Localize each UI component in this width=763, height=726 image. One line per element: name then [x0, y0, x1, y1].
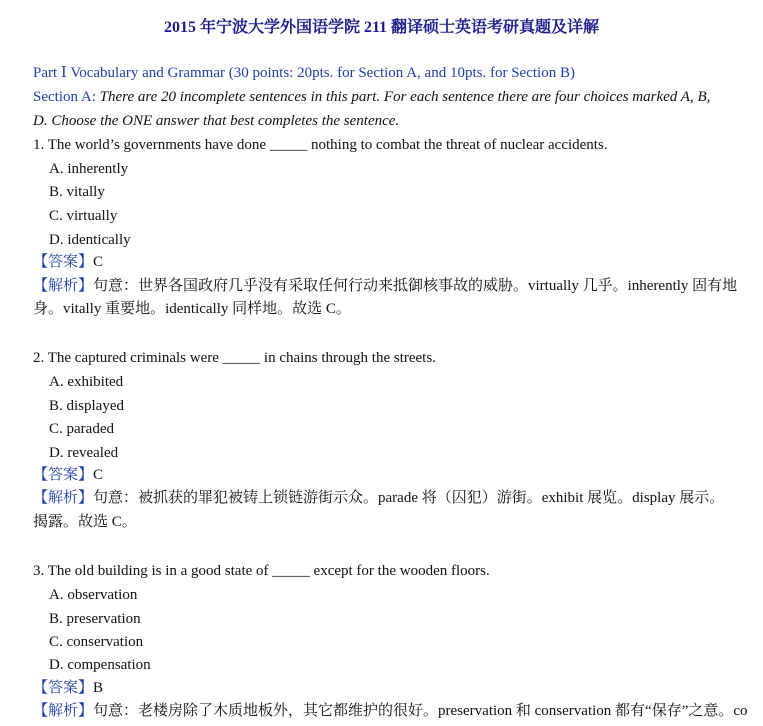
analysis-label: 【解析】 [33, 278, 94, 294]
question-3-option-a: A. observation [49, 587, 138, 603]
section-a-text-line1: There are 20 incomplete sentences in this part. For each sentence there are four choices marked A, B, [99, 89, 711, 105]
question-1-option-b: B. vitally [49, 184, 105, 200]
question-1-option-c: C. virtually [49, 208, 118, 224]
question-3-option-d: D. compensation [49, 657, 151, 673]
question-2-stem: 2. The captured criminals were _____ in chains through the streets. [33, 350, 436, 366]
question-2-analysis-line2: 揭露。故选 C。 [33, 514, 137, 530]
question-1-analysis-line1: 句意：世界各国政府几乎没有采取任何行动来抵御核事故的威胁。virtually 几乎。inherently 固有地 [93, 278, 738, 294]
question-2-answer-value: C [93, 467, 104, 483]
question-3-stem: 3. The old building is in a good state of _____ except for the wooden floors. [33, 563, 490, 579]
analysis-label: 【解析】 [33, 703, 94, 719]
question-1-answer [33, 252, 103, 272]
section-a-instruction [33, 87, 710, 107]
question-3-analysis [33, 701, 748, 721]
question-1-option-a: A. inherently [49, 161, 129, 177]
question-3-option-b: B. preservation [49, 611, 141, 627]
question-1-analysis-line2: 身。vitally 重要地。identically 同样地。故选 C。 [33, 301, 351, 317]
answer-label: 【答案】 [33, 680, 94, 696]
question-3-answer-value: B [93, 680, 104, 696]
answer-label: 【答案】 [33, 254, 94, 270]
part-heading: Part Ⅰ Vocabulary and Grammar (30 points: 20pts. for Section A, and 10pts. for Section B) [33, 65, 575, 81]
question-3-analysis-line1: 句意：老楼房除了木质地板外，其它都维护的很好。preservation 和 conservation 都有“保存”之意。co [93, 703, 748, 719]
section-a-label: Section A: [33, 89, 100, 105]
question-3-answer [33, 678, 103, 698]
question-1-option-d: D. identically [49, 232, 131, 248]
question-2-answer [33, 465, 103, 485]
question-2-option-d: D. revealed [49, 445, 119, 461]
question-2-option-a: A. exhibited [49, 374, 124, 390]
section-a-text-line2: D. Choose the ONE answer that best completes the sentence. [33, 113, 400, 129]
question-3-option-c: C. conservation [49, 634, 144, 650]
question-2-analysis-line1: 句意：被抓获的罪犯被铸上锁链游街示众。parade 将（囚犯）游街。exhibit 展览。display 展示。 [93, 490, 725, 506]
question-1-analysis [33, 276, 737, 296]
question-1-stem: 1. The world’s governments have done _____ nothing to combat the threat of nuclear accidents. [33, 137, 608, 153]
question-1-answer-value: C [93, 254, 104, 270]
analysis-label: 【解析】 [33, 490, 94, 506]
question-2-option-b: B. displayed [49, 398, 124, 414]
question-2-option-c: C. paraded [49, 421, 114, 437]
question-2-analysis [33, 488, 724, 508]
page-title: 2015 年宁波大学外国语学院 211 翻译硕士英语考研真题及详解 [163, 19, 600, 36]
answer-label: 【答案】 [33, 467, 94, 483]
